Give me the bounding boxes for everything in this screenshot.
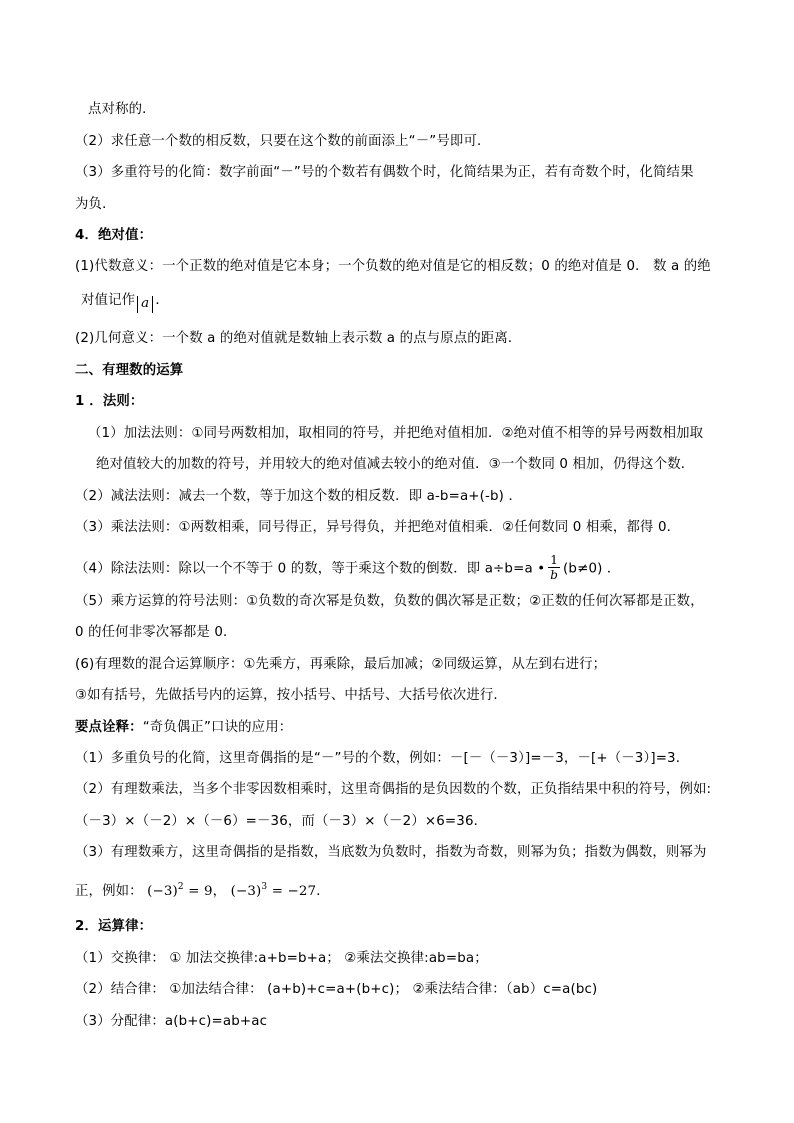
text-line: 正，例如： $(-3)^2 = 9$， $(-3)^3 = -27$． <box>75 882 330 899</box>
math-expression: $(-3)^2 = 9$ <box>147 882 213 899</box>
text-segment: “奇负偶正”口诀的应用： <box>142 720 293 735</box>
text-line <box>81 292 169 313</box>
fraction-numerator: 1 <box>550 553 559 567</box>
text-line: 0 的任何非零次幂都是 0． <box>75 625 237 640</box>
text-line: （2）结合律： ①加法结合律： (a+b)+c=a+(b+c)； ②乘法结合律：（ab）c=a(bc) <box>75 982 598 997</box>
text-line: （3）分配律：a(b+c)=ab+ac <box>75 1014 268 1029</box>
text-line: （2）有理数乘法，当多个非零因数相乘时，这里奇偶指的是负因数的个数，正负指结果中积的符号，例如: <box>75 782 712 797</box>
section-heading: 二、有理数的运算 <box>75 363 184 378</box>
text-line: （3）多重符号的化简：数字前面“－”号的个数若有偶数个时，化简结果为正，若有奇数个时，化简结果 <box>75 165 694 180</box>
absolute-value-notation: a <box>137 296 153 313</box>
text-segment: ． <box>316 884 330 899</box>
text-line: (2)几何意义：一个数 a 的绝对值就是数轴上表示数 a 的点与原点的距离． <box>75 331 522 346</box>
section-heading: 2．运算律： <box>75 919 153 934</box>
text-line: （3）乘法法则：①两数相乘，同号得正，异号得负，并把绝对值相乘．②任何数同 0 相乘，都得 0． <box>75 520 681 535</box>
text-line: 为负． <box>75 197 116 212</box>
section-heading: 1 ．法则： <box>75 394 144 409</box>
text-line: 点对称的． <box>88 102 156 117</box>
text-line: （2）求任意一个数的相反数，只要在这个数的前面添上“－”号即可． <box>75 134 491 149</box>
text-segment: 正，例如： <box>75 884 143 899</box>
text-line: 绝对值较大的加数的符号，并用较大的绝对值减去较小的绝对值．③一个数同 0 相加，仍得这个数． <box>96 457 695 472</box>
text-line <box>75 719 292 737</box>
text-line: （3）有理数乘方，这里奇偶指的是指数，当底数为负数时，指数为奇数，则幂为负；指数为偶数，则幂为 <box>75 845 707 860</box>
text-segment: ． <box>155 293 169 308</box>
math-expression: $(-3)^3 = -27$ <box>230 882 317 899</box>
text-line: (1)代数意义：一个正数的绝对值是它本身；一个负数的绝对值是它的相反数；0 的绝对值是 0． 数 a 的绝 <box>75 259 711 274</box>
fraction-one-over-b <box>548 553 560 582</box>
text-line: (6)有理数的混合运算顺序：①先乘方，再乘除，最后加减；②同级运算，从左到右进行； <box>75 657 607 672</box>
text-line: ③如有括号，先做括号内的运算，按小括号、中括号、大括号依次进行． <box>75 688 507 703</box>
fraction-denominator: b <box>550 568 559 582</box>
text-segment: 对值记作 <box>81 293 136 308</box>
text-line: （－3）×（－2）×（－6）=－36，而（－3）×（－2）×6=36． <box>75 814 488 829</box>
text-segment: （4）除法法则：除以一个不等于 0 的数，等于乘这个数的倒数．即 a÷b=a • <box>75 561 546 577</box>
text-segment: (b≠0) ． <box>563 561 621 577</box>
text-line: （1）加法法则：①同号两数相加，取相同的符号，并把绝对值相加．②绝对值不相等的异号两数相加取 <box>88 426 704 441</box>
text-line: （1）多重负号的化简，这里奇偶指的是“－”号的个数，例如：－[－（－3）]=－3，－[+（－3）]=3． <box>75 751 690 766</box>
key-point-label: 要点诠释： <box>75 720 143 735</box>
section-heading: 4．绝对值： <box>75 228 153 243</box>
text-line: （5）乘方运算的符号法则：①负数的奇次幂是负数，负数的偶次幂是正数；②正数的任何次幂都是正数， <box>75 594 704 609</box>
text-line: （1）交换律： ① 加法交换律:a+b=b+a； ②乘法交换律:ab=ba； <box>75 951 488 966</box>
text-line <box>75 554 620 583</box>
text-line: （2）减法法则：减去一个数，等于加这个数的相反数．即 a-b=a+(-b) ． <box>75 489 522 504</box>
